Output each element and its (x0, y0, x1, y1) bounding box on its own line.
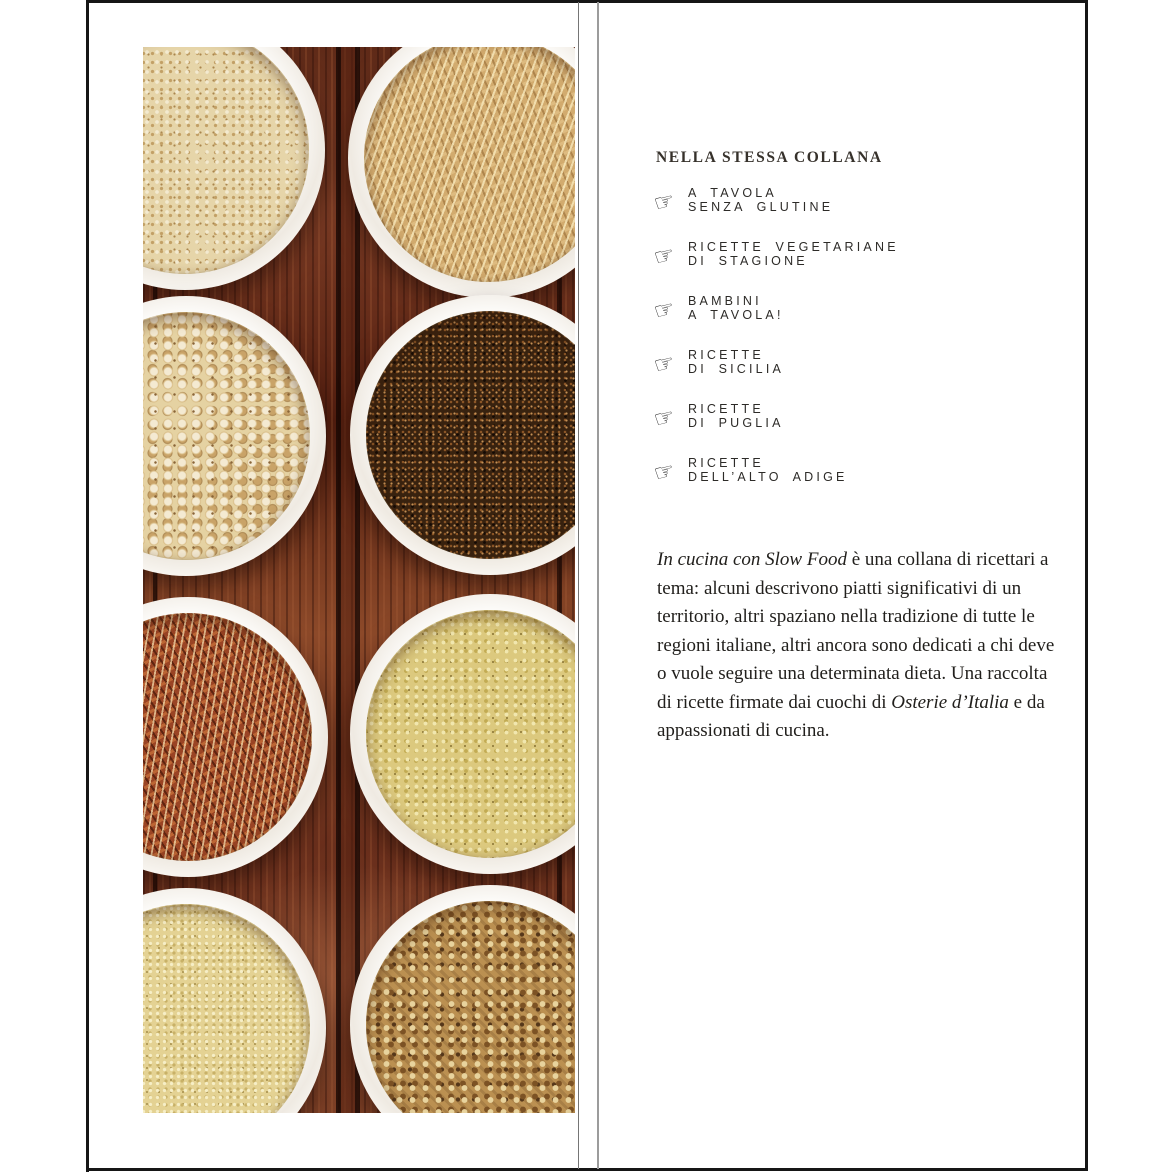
series-description (657, 546, 1057, 746)
series-item-line2: DI PUGLIA (688, 416, 784, 430)
list-item (651, 456, 1054, 488)
series-item-title (688, 294, 784, 322)
series-item-line1: BAMBINI (688, 294, 762, 308)
sorghum-grains (143, 312, 310, 560)
book-title-italic: Osterie d’Italia (891, 691, 1009, 713)
page-border-right (1085, 1, 1088, 1171)
series-item-title (688, 456, 848, 484)
bowl-dark-teff (350, 295, 575, 575)
fold-line-left (578, 2, 579, 1169)
series-item-line2: DI STAGIONE (688, 254, 808, 268)
buckwheat-grains (366, 901, 575, 1113)
red-rice-grains (143, 613, 312, 861)
bowl-red-rice (143, 597, 328, 877)
page-border-left (86, 0, 89, 1172)
dark-teff-grains (366, 311, 575, 559)
list-item (651, 186, 1054, 218)
bowl-quinoa (143, 47, 325, 290)
series-item-title (688, 402, 784, 430)
brown-rice-grains (364, 47, 575, 282)
series-item-line1: RICETTE (688, 348, 764, 362)
fold-line-right (597, 2, 599, 1169)
manicule-right-icon: ☞ (651, 457, 678, 488)
series-header: NELLA STESSA COLLANA (656, 149, 883, 166)
list-item (651, 294, 1054, 326)
quinoa-grains (143, 47, 309, 274)
series-item-line1: RICETTE VEGETARIANE (688, 240, 899, 254)
amaranth-grains (143, 904, 310, 1113)
manicule-right-icon: ☞ (651, 349, 678, 380)
manicule-right-icon: ☞ (651, 403, 678, 434)
list-item (651, 402, 1054, 434)
manicule-right-icon: ☞ (651, 295, 678, 326)
bowl-buckwheat (350, 885, 575, 1113)
series-item-line1: A TAVOLA (688, 186, 777, 200)
description-text: è una collana di ricettari a tema: alcuni descrivono piatti significativi di un territorio, altri spaziano nella tradizione di tutte le regioni italiane, altri ancora sono dedicati a chi deve o vuole seguire una determinata dieta. Una raccolta di ricette firmate dai cuochi di (657, 549, 1055, 713)
series-list (651, 186, 1054, 510)
series-item-title (688, 240, 899, 268)
series-item-line2: DELL’ALTO ADIGE (688, 470, 848, 484)
description-text: e da appassionati di cucina. (657, 691, 1045, 741)
list-item (651, 348, 1054, 380)
series-item-title (688, 348, 784, 376)
bowl-sorghum (143, 296, 326, 576)
manicule-right-icon: ☞ (651, 187, 678, 218)
list-item (651, 240, 1054, 272)
grain-bowls-photo (143, 47, 575, 1113)
series-item-line1: RICETTE (688, 402, 764, 416)
manicule-right-icon: ☞ (651, 241, 678, 272)
bowl-amaranth (143, 888, 326, 1113)
series-item-line1: RICETTE (688, 456, 764, 470)
bowl-millet (350, 594, 575, 874)
bowl-brown-rice (348, 47, 575, 298)
page-border-bottom (86, 1168, 1088, 1171)
series-item-line2: A TAVOLA! (688, 308, 784, 322)
series-item-title (688, 186, 833, 214)
series-name-italic: In cucina con Slow Food (657, 549, 847, 570)
series-item-line2: SENZA GLUTINE (688, 200, 834, 214)
series-item-line2: DI SICILIA (688, 362, 785, 376)
millet-grains (366, 610, 575, 858)
page-border-top (86, 0, 1088, 3)
